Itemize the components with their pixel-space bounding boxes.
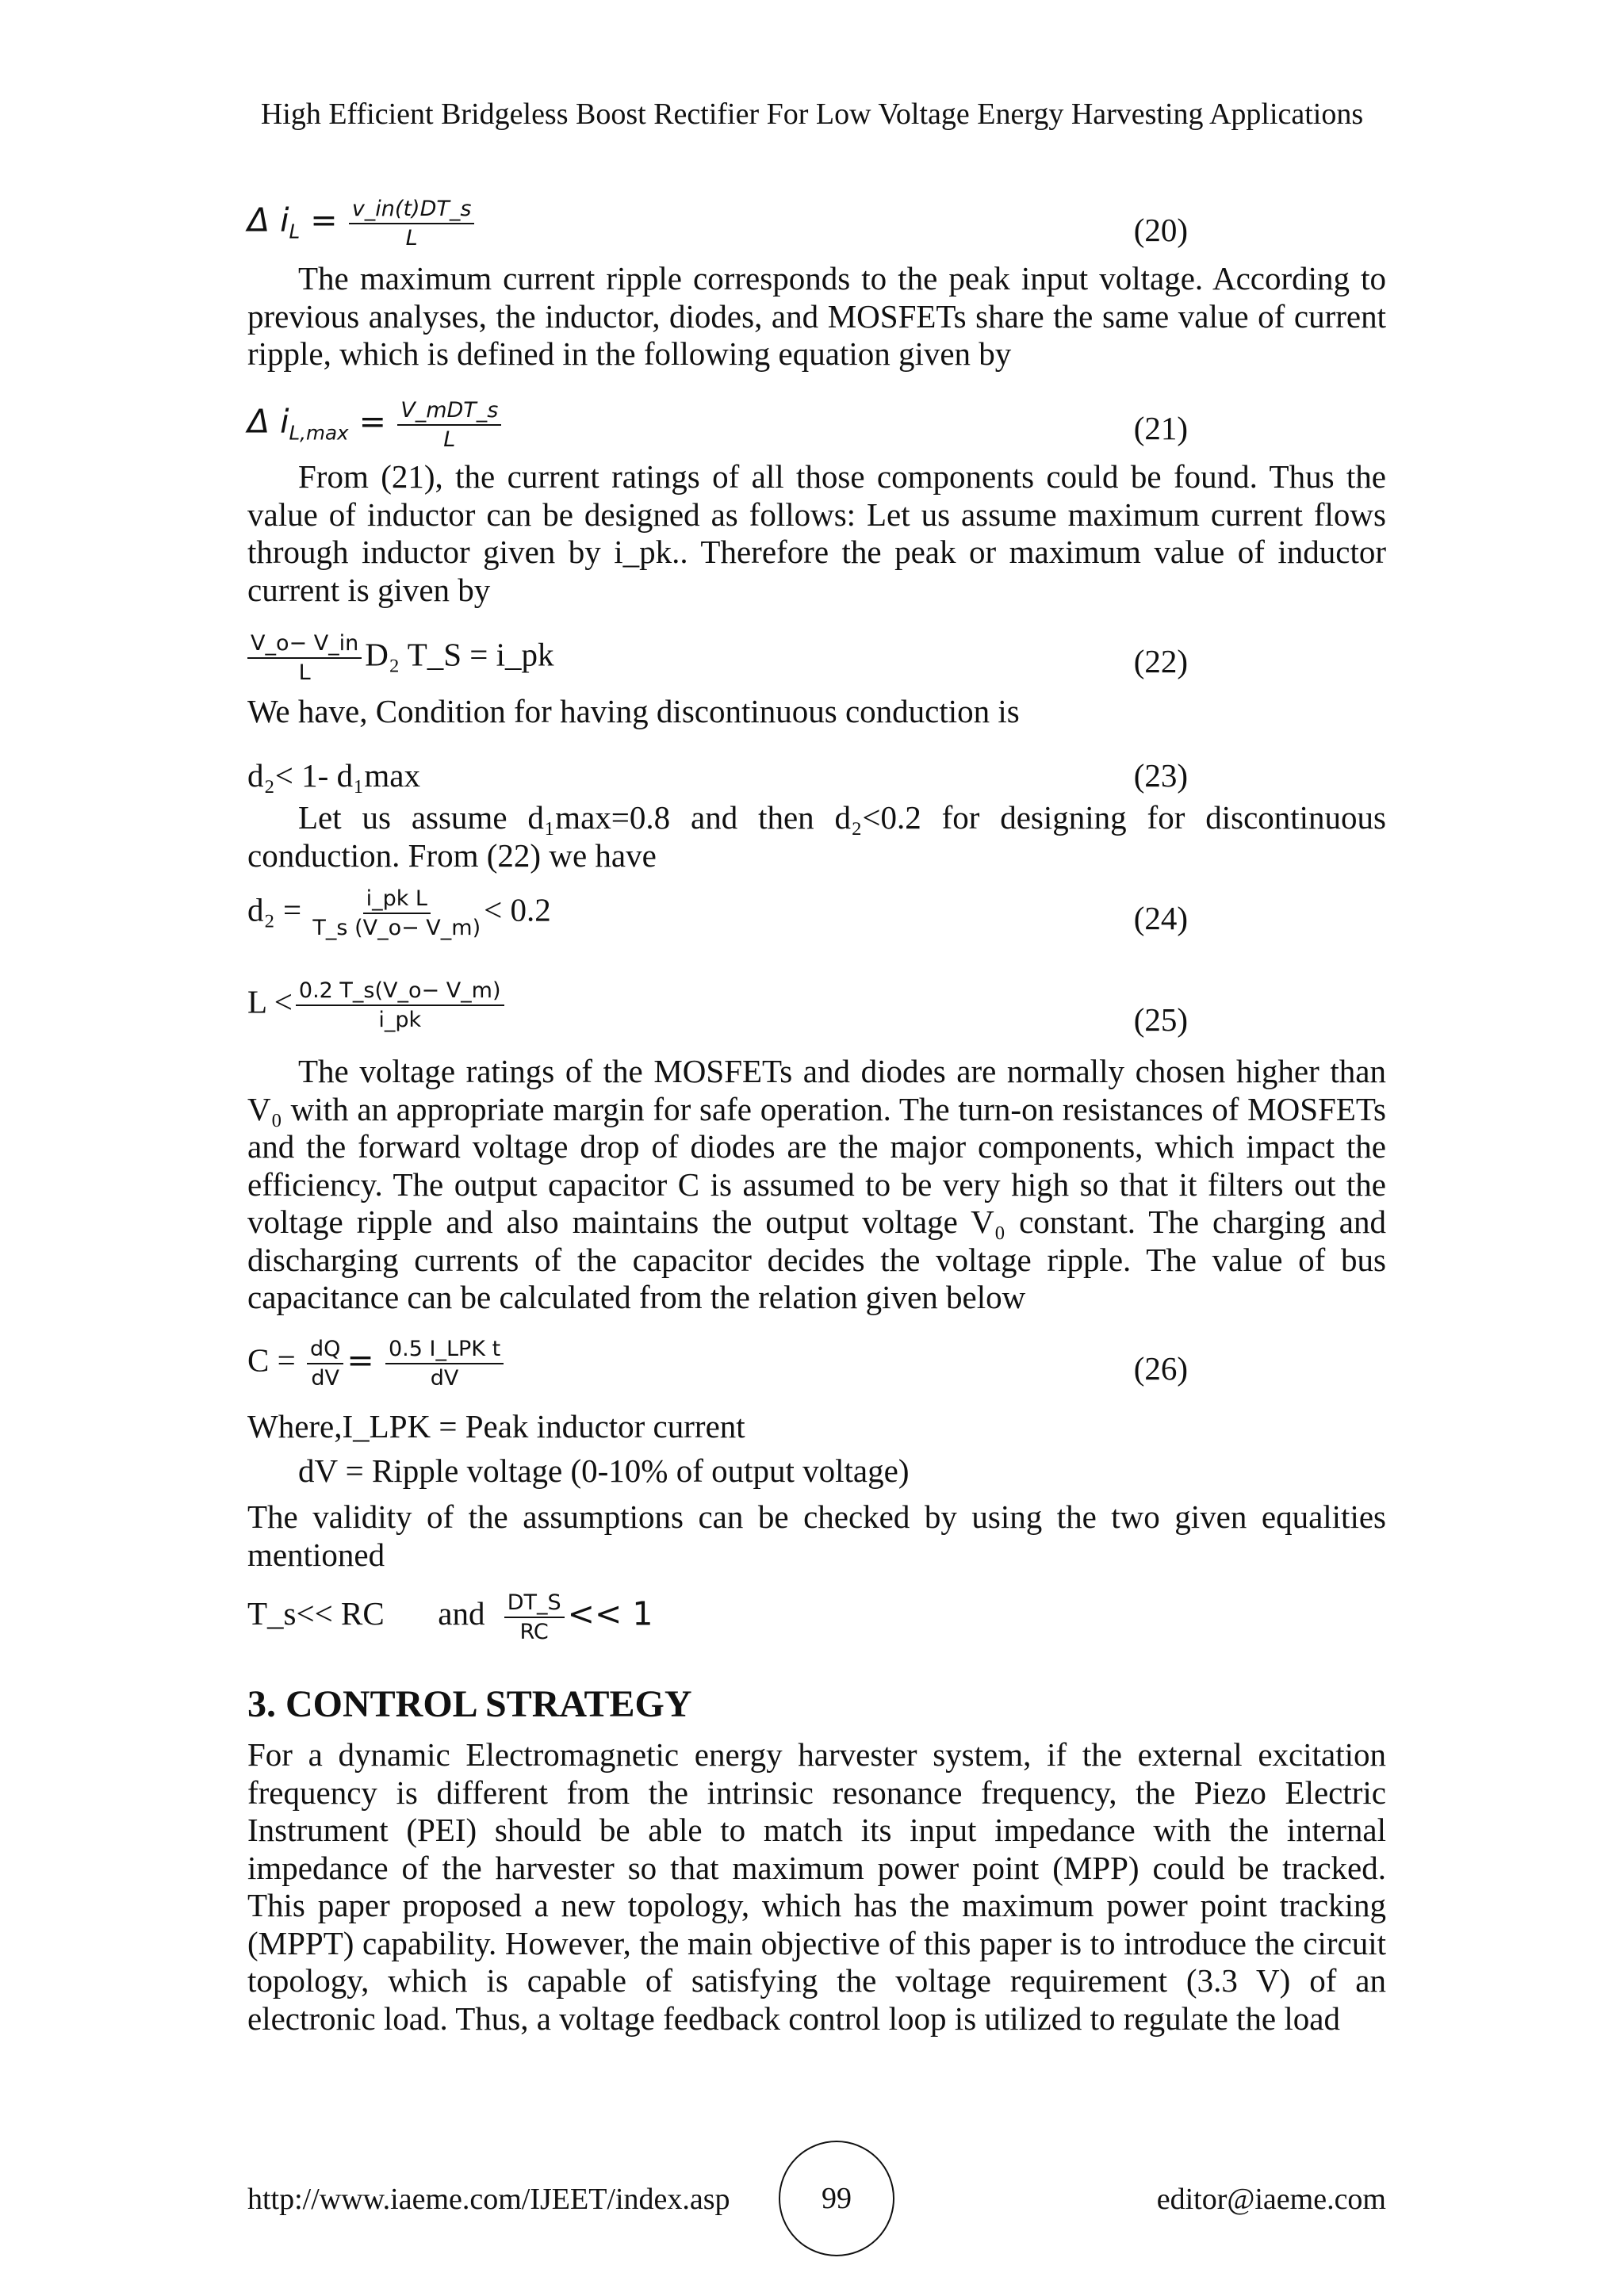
eq26-equals: = bbox=[347, 1341, 374, 1380]
eq20-sub: L bbox=[289, 220, 301, 243]
eq23-text: d₂< 1- d₁max bbox=[247, 757, 420, 794]
validity-and: and bbox=[438, 1595, 485, 1632]
eq26-fraction-1 bbox=[307, 1338, 343, 1389]
eq26-denominator-1: dV bbox=[311, 1366, 339, 1391]
eq21-numerator: V_mDT_s bbox=[397, 400, 501, 426]
equation-25 bbox=[247, 980, 1386, 1059]
eq24-rhs: < 0.2 bbox=[484, 891, 551, 928]
eq22-fraction bbox=[247, 633, 362, 683]
validity-rhs: << 1 bbox=[567, 1594, 653, 1633]
eq22-numerator: V_o− V_in bbox=[247, 633, 362, 659]
eq21-sub: L,max bbox=[289, 421, 349, 445]
paragraph-assume: Let us assume d₁max=0.8 and then d₂<0.2 for designing for discontinuous conduction. From (22) we have bbox=[247, 799, 1386, 874]
where-line-2: dV = Ripple voltage (0-10% of output voltage) bbox=[298, 1452, 910, 1489]
eq20-lhs: Δ i bbox=[247, 201, 289, 239]
eq20-numerator: v_in(t)DT_s bbox=[349, 198, 475, 224]
eq20-eq: = bbox=[300, 201, 338, 239]
eq25-fraction bbox=[296, 980, 504, 1031]
validity-equalities bbox=[247, 1592, 1386, 1671]
validity-numerator: DT_S bbox=[504, 1592, 565, 1618]
eq25-lhs: L < bbox=[247, 983, 293, 1020]
equation-26 bbox=[247, 1338, 1386, 1418]
eq21-denominator: L bbox=[443, 427, 456, 452]
eq24-fraction bbox=[312, 888, 481, 939]
eq20-fraction bbox=[349, 198, 475, 249]
section-title: 3. CONTROL STRATEGY bbox=[247, 1683, 692, 1725]
where-line-1: Where,I_LPK = Peak inductor current bbox=[247, 1408, 745, 1445]
paragraph-control-strategy: For a dynamic Electromagnetic energy harvester system, if the external excitation frequency is different from the intrinsic resonance frequency, the Piezo Electric Instrument (PEI) should be able to match its input impedance with the internal impedance of the harvester so that maximum power point (MPP) could be tracked. This paper proposed a new topology, which has the maximum power point tracking (MPPT) capability. However, the main objective of this paper is to introduce the circuit topology, which is capable of satisfying the voltage requirement (3.3 V) of an electronic load. Thus, a voltage feedback control loop is utilized to regulate the load bbox=[247, 1736, 1386, 2037]
eq26-lhs: C = bbox=[247, 1341, 296, 1379]
eq22-denominator: L bbox=[298, 660, 311, 685]
eq21-lhs: Δ i bbox=[247, 402, 289, 441]
paragraph-validity: The validity of the assumptions can be checked by using the two given equalities mentioned bbox=[247, 1498, 1386, 1573]
eq20-denominator: L bbox=[405, 226, 418, 251]
paragraph-ripple: The maximum current ripple corresponds to the peak input voltage. According to previous analyses, the inductor, diodes, and MOSFETs share the same value of current ripple, which is defined in the following equation given by bbox=[247, 260, 1386, 372]
eq26-numerator-1: dQ bbox=[307, 1338, 343, 1364]
eq26-numerator-2: 0.5 I_LPK t bbox=[385, 1338, 504, 1364]
validity-fraction bbox=[504, 1592, 565, 1643]
eq24-number: (24) bbox=[1133, 900, 1188, 936]
validity-left: T_s<< RC bbox=[247, 1595, 385, 1632]
paragraph-condition: We have, Condition for having discontinuous conduction is bbox=[247, 693, 1020, 729]
eq20-number: (20) bbox=[1133, 212, 1188, 248]
eq25-numerator: 0.2 T_s(V_o− V_m) bbox=[296, 980, 504, 1006]
eq22-rhs: D₂ T_S = i_pk bbox=[365, 636, 554, 673]
eq24-numerator: i_pk L bbox=[363, 888, 431, 914]
footer-email[interactable]: editor@iaeme.com bbox=[1156, 2183, 1386, 2216]
eq26-fraction-2 bbox=[385, 1338, 504, 1389]
validity-denominator: RC bbox=[519, 1620, 549, 1644]
paragraph-current-ratings: From (21), the current ratings of all those components could be found. Thus the value of inductor can be designed as follows: Let us assume maximum current flows through inductor given by i_pk.. Therefore the peak or maximum value of inductor current is given by bbox=[247, 458, 1386, 608]
eq21-number: (21) bbox=[1133, 410, 1188, 446]
eq25-denominator: i_pk bbox=[378, 1008, 422, 1032]
eq21-fraction bbox=[397, 400, 501, 450]
page-number-text: 99 bbox=[822, 2182, 852, 2215]
eq25-number: (25) bbox=[1133, 1001, 1188, 1038]
eq22-number: (22) bbox=[1133, 643, 1188, 679]
eq26-denominator-2: dV bbox=[430, 1366, 459, 1391]
running-header: High Efficient Bridgeless Boost Rectifier For Low Voltage Energy Harvesting Applications bbox=[260, 98, 1364, 131]
page-number bbox=[779, 2141, 894, 2256]
eq23-number: (23) bbox=[1133, 757, 1188, 794]
paragraph-voltage-ratings: The voltage ratings of the MOSFETs and diodes are normally chosen higher than V₀ with an appropriate margin for safe operation. The turn-on resistances of MOSFETs and the forward voltage drop of diodes are the major components, which impact the efficiency. The output capacitor C is assumed to be very high so that it filters out the voltage ripple and also maintains the output voltage V₀ constant. The charging and discharging currents of the capacitor decides the voltage ripple. The value of bus capacitance can be calculated from the relation given below bbox=[247, 1053, 1386, 1315]
footer-url[interactable]: http://www.iaeme.com/IJEET/index.asp bbox=[247, 2183, 730, 2216]
eq21-eq: = bbox=[348, 402, 386, 441]
equation-24 bbox=[247, 888, 1386, 967]
eq24-denominator: T_s (V_o− V_m) bbox=[312, 916, 481, 940]
eq24-lhs: d₂ = bbox=[247, 891, 302, 928]
eq26-number: (26) bbox=[1133, 1350, 1188, 1387]
